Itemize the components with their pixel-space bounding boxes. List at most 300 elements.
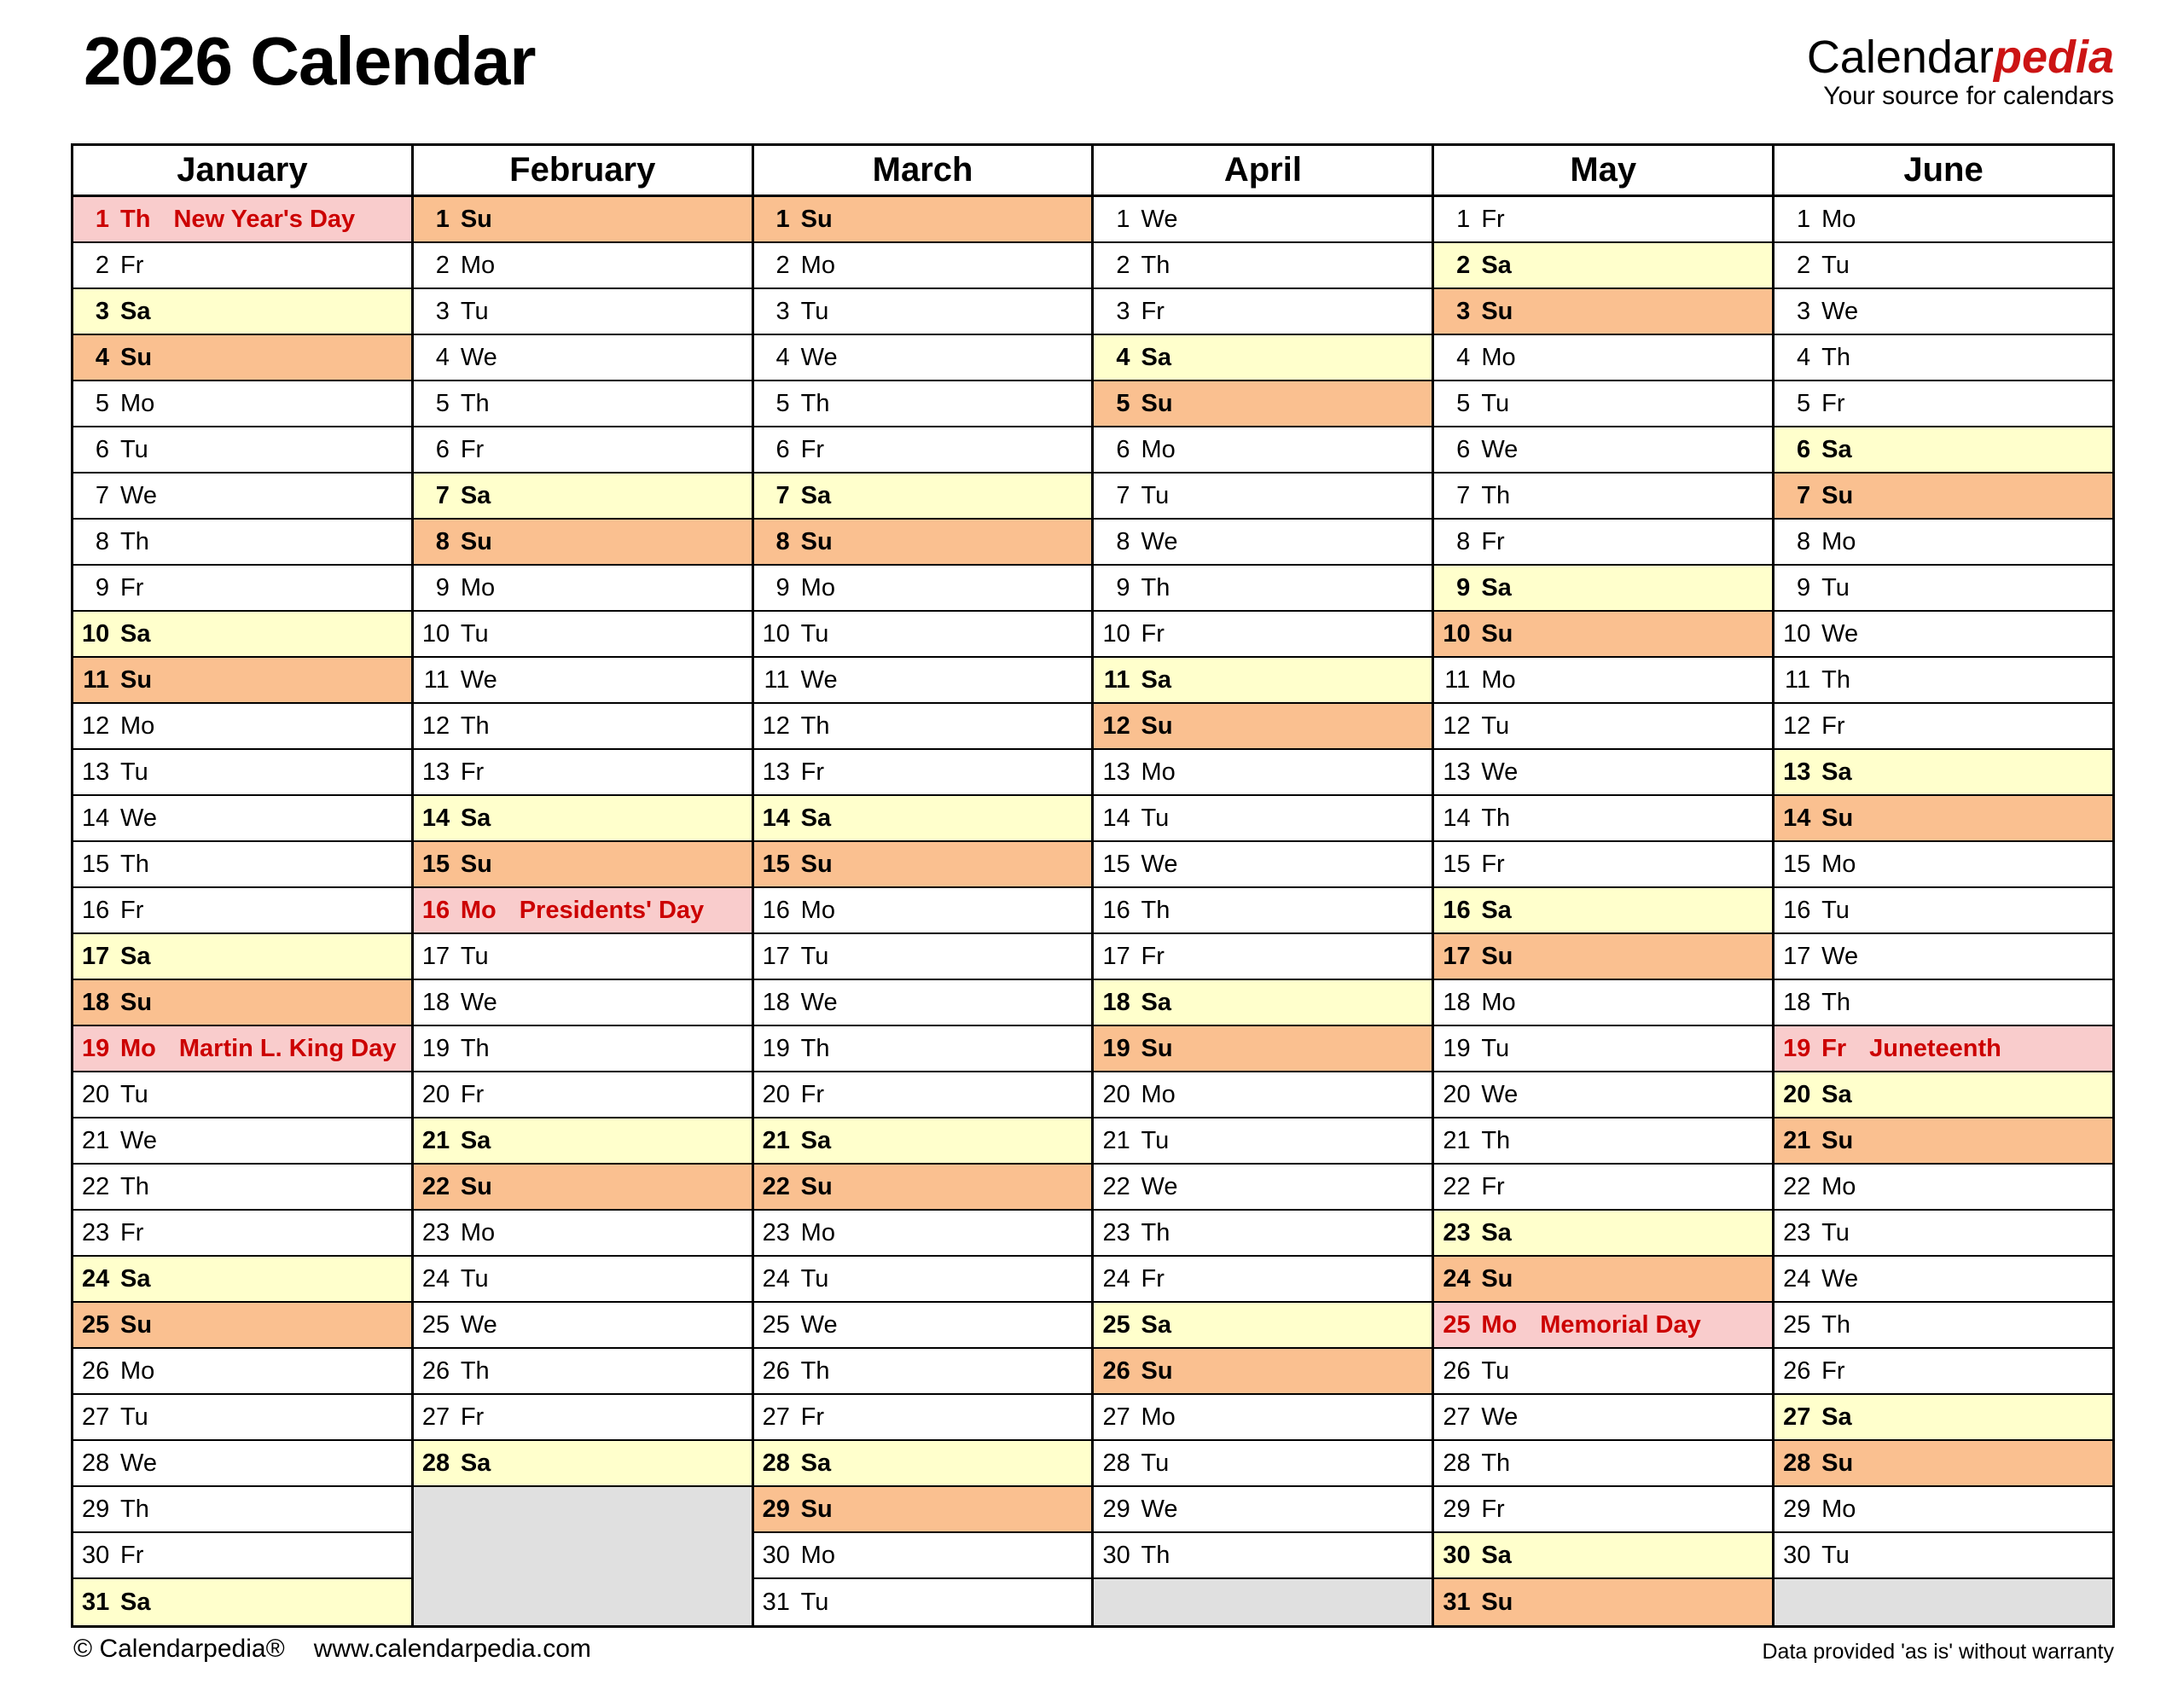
day-cell [414, 1026, 752, 1072]
day-number: 24 [1102, 1264, 1130, 1293]
day-number: 27 [421, 1403, 450, 1431]
day-cell [1774, 1349, 2112, 1395]
day-cell [1094, 1118, 1432, 1165]
weekday-abbrev: Th [800, 1034, 830, 1062]
day-number: 17 [1102, 942, 1130, 970]
day-cell [754, 980, 1092, 1026]
day-cell [1434, 243, 1772, 289]
day-number: 5 [95, 389, 109, 417]
day-cell [754, 381, 1092, 427]
day-cell [73, 1487, 411, 1533]
weekday-abbrev: Sa [120, 1588, 151, 1616]
weekday-abbrev: Th [1141, 896, 1170, 924]
day-number: 13 [421, 758, 450, 786]
weekday-abbrev: Fr [1481, 1495, 1505, 1523]
day-number: 24 [1783, 1264, 1811, 1293]
day-number: 15 [1102, 850, 1130, 878]
day-cell [73, 750, 411, 796]
weekday-abbrev: Mo [460, 573, 496, 601]
weekday-abbrev: Tu [120, 1403, 148, 1431]
holiday-label: Juneteenth [1869, 1034, 2001, 1062]
weekday-abbrev: Tu [1821, 1541, 1850, 1569]
weekday-abbrev: Fr [1481, 205, 1505, 233]
day-cell [414, 427, 752, 473]
day-cell [1094, 1395, 1432, 1441]
weekday-abbrev: Fr [800, 1403, 825, 1431]
weekday-abbrev: Mo [800, 896, 835, 924]
weekday-abbrev: Th [1821, 665, 1850, 694]
day-number: 19 [762, 1034, 790, 1062]
day-cell [414, 1303, 752, 1349]
weekday-abbrev: Su [120, 1310, 153, 1339]
day-number: 21 [421, 1126, 450, 1154]
day-number: 14 [421, 804, 450, 832]
day-number: 20 [421, 1080, 450, 1108]
day-cell [414, 289, 752, 335]
day-cell [1434, 427, 1772, 473]
day-cell [1434, 1072, 1772, 1118]
day-number: 30 [762, 1541, 790, 1569]
day-cell [73, 335, 411, 381]
day-number: 3 [1797, 297, 1811, 325]
weekday-abbrev: We [1141, 1495, 1178, 1523]
weekday-abbrev: We [1821, 619, 1859, 648]
day-cell [1774, 1487, 2112, 1533]
day-cell [414, 1211, 752, 1257]
day-number: 16 [1102, 896, 1130, 924]
weekday-abbrev: Su [120, 343, 153, 371]
day-number: 9 [1456, 573, 1471, 601]
day-number: 25 [82, 1310, 110, 1339]
weekday-abbrev: Sa [460, 481, 491, 509]
footer-disclaimer: Data provided 'as is' without warranty [1762, 1640, 2114, 1664]
day-cell [1774, 1026, 2112, 1072]
day-number: 5 [1116, 389, 1130, 417]
day-cell [1774, 612, 2112, 658]
month-column-may [1434, 146, 1774, 1625]
day-cell [754, 1441, 1092, 1487]
day-cell [73, 934, 411, 980]
day-number: 18 [421, 988, 450, 1016]
day-number: 22 [762, 1172, 790, 1200]
day-number: 9 [775, 573, 790, 601]
day-cell [754, 796, 1092, 842]
day-cell [1094, 1165, 1432, 1211]
day-number: 22 [1102, 1172, 1130, 1200]
weekday-abbrev: Sa [460, 1126, 491, 1154]
month-header: April [1094, 146, 1432, 197]
day-cell [414, 473, 752, 520]
day-number: 6 [1456, 435, 1471, 463]
weekday-abbrev: Tu [120, 758, 148, 786]
day-number: 1 [1116, 205, 1130, 233]
weekday-abbrev: We [800, 343, 838, 371]
weekday-abbrev: Sa [1821, 435, 1852, 463]
day-number: 12 [1102, 712, 1130, 740]
day-number: 9 [435, 573, 450, 601]
day-cell [1434, 750, 1772, 796]
weekday-abbrev: Th [460, 1357, 490, 1385]
day-cell [1774, 1257, 2112, 1303]
day-cell [1094, 796, 1432, 842]
day-number: 4 [775, 343, 790, 371]
weekday-abbrev: Tu [1141, 481, 1170, 509]
weekday-abbrev: Sa [1141, 988, 1171, 1016]
day-number: 9 [1116, 573, 1130, 601]
day-number: 23 [421, 1218, 450, 1246]
weekday-abbrev: Fr [460, 1403, 485, 1431]
weekday-abbrev: Fr [460, 435, 485, 463]
weekday-abbrev: We [1141, 205, 1178, 233]
weekday-abbrev: Sa [800, 481, 832, 509]
day-number: 16 [762, 896, 790, 924]
weekday-abbrev: Sa [1481, 896, 1512, 924]
day-number: 10 [421, 619, 450, 648]
weekday-abbrev: We [1821, 1264, 1859, 1293]
day-number: 12 [421, 712, 450, 740]
day-cell [1094, 1533, 1432, 1579]
day-cell [1774, 381, 2112, 427]
day-number: 27 [1783, 1403, 1811, 1431]
day-number: 3 [435, 297, 450, 325]
weekday-abbrev: Th [120, 205, 151, 233]
day-number: 30 [82, 1541, 110, 1569]
day-cell [1434, 566, 1772, 612]
weekday-abbrev: Fr [120, 1218, 144, 1246]
day-cell [1434, 1533, 1772, 1579]
holiday-label: Memorial Day [1540, 1310, 1701, 1339]
day-cell [754, 1165, 1092, 1211]
day-number: 20 [82, 1080, 110, 1108]
weekday-abbrev: Tu [1141, 804, 1170, 832]
weekday-abbrev: We [1481, 758, 1519, 786]
day-cell [1094, 934, 1432, 980]
day-number: 27 [762, 1403, 790, 1431]
weekday-abbrev: Th [1141, 573, 1170, 601]
day-number: 27 [82, 1403, 110, 1431]
calendar-table [71, 143, 2115, 1628]
day-cell [414, 888, 752, 934]
day-number: 31 [762, 1588, 790, 1616]
weekday-abbrev: Th [1141, 1218, 1170, 1246]
day-cell [1774, 197, 2112, 243]
day-cell [1434, 704, 1772, 750]
day-cell [1094, 243, 1432, 289]
weekday-abbrev: Su [1141, 389, 1173, 417]
weekday-abbrev: Sa [1821, 1080, 1852, 1108]
day-number: 3 [95, 297, 109, 325]
weekday-abbrev: Sa [1481, 573, 1512, 601]
weekday-abbrev: Tu [1481, 389, 1510, 417]
weekday-abbrev: We [1481, 1080, 1519, 1108]
weekday-abbrev: Su [1821, 804, 1854, 832]
day-number: 13 [82, 758, 110, 786]
weekday-abbrev: Mo [120, 1357, 155, 1385]
day-number: 7 [775, 481, 790, 509]
weekday-abbrev: Su [460, 205, 492, 233]
day-number: 8 [1116, 527, 1130, 555]
weekday-abbrev: Mo [1821, 205, 1856, 233]
day-cell [1774, 704, 2112, 750]
day-number: 21 [1102, 1126, 1130, 1154]
month-column-april [1094, 146, 1434, 1625]
day-number: 23 [1783, 1218, 1811, 1246]
weekday-abbrev: Mo [1141, 1080, 1176, 1108]
day-number: 21 [82, 1126, 110, 1154]
day-cell [1434, 1211, 1772, 1257]
day-number: 4 [1116, 343, 1130, 371]
day-cell [1434, 1579, 1772, 1625]
day-number: 29 [1443, 1495, 1471, 1523]
weekday-abbrev: Sa [1141, 1310, 1171, 1339]
weekday-abbrev: Su [1481, 619, 1513, 648]
day-number: 23 [1102, 1218, 1130, 1246]
weekday-abbrev: Fr [1141, 1264, 1165, 1293]
day-number: 1 [95, 205, 109, 233]
footer-url[interactable]: www.calendarpedia.com [313, 1635, 591, 1663]
day-number: 10 [762, 619, 790, 648]
weekday-abbrev: Su [800, 205, 833, 233]
day-cell [73, 704, 411, 750]
weekday-abbrev: Mo [1481, 988, 1516, 1016]
day-cell [1434, 1349, 1772, 1395]
weekday-abbrev: Sa [120, 619, 151, 648]
day-cell [414, 1349, 752, 1395]
day-cell [73, 1303, 411, 1349]
day-number: 17 [762, 942, 790, 970]
weekday-abbrev: Th [1141, 251, 1170, 279]
day-cell [414, 658, 752, 704]
day-cell [73, 1395, 411, 1441]
day-number: 11 [423, 665, 450, 694]
day-cell [1774, 1395, 2112, 1441]
day-number: 10 [1783, 619, 1811, 648]
weekday-abbrev: Tu [1821, 896, 1850, 924]
calendarpedia-logo [1807, 34, 2114, 109]
weekday-abbrev: Sa [800, 804, 832, 832]
weekday-abbrev: Sa [1141, 343, 1171, 371]
weekday-abbrev: Th [1481, 1126, 1511, 1154]
weekday-abbrev: Sa [1821, 1403, 1852, 1431]
day-cell [73, 842, 411, 888]
weekday-abbrev: Fr [800, 435, 825, 463]
day-number: 7 [1797, 481, 1811, 509]
day-cell [1774, 658, 2112, 704]
day-cell [1774, 750, 2112, 796]
day-number: 19 [1783, 1034, 1811, 1062]
day-number: 31 [1443, 1588, 1471, 1616]
day-number: 5 [435, 389, 450, 417]
day-number: 19 [421, 1034, 450, 1062]
day-cell [1434, 842, 1772, 888]
weekday-abbrev: Th [800, 389, 830, 417]
day-cell [73, 888, 411, 934]
empty-cell [414, 1487, 752, 1625]
day-cell [1094, 197, 1432, 243]
holiday-label: Presidents' Day [519, 896, 705, 924]
day-cell [754, 1349, 1092, 1395]
weekday-abbrev: We [460, 343, 497, 371]
day-number: 12 [1783, 712, 1811, 740]
day-number: 7 [1116, 481, 1130, 509]
weekday-abbrev: Th [120, 850, 149, 878]
day-number: 4 [95, 343, 109, 371]
weekday-abbrev: Mo [800, 251, 835, 279]
day-number: 7 [435, 481, 450, 509]
weekday-abbrev: Sa [800, 1126, 832, 1154]
day-cell [414, 934, 752, 980]
weekday-abbrev: Su [1821, 481, 1854, 509]
day-number: 11 [764, 665, 790, 694]
day-cell [73, 1257, 411, 1303]
day-number: 29 [1783, 1495, 1811, 1523]
day-cell [1434, 1118, 1772, 1165]
day-number: 29 [82, 1495, 110, 1523]
day-number: 16 [1783, 896, 1811, 924]
day-cell [73, 520, 411, 566]
day-number: 1 [1797, 205, 1811, 233]
weekday-abbrev: Sa [1481, 251, 1512, 279]
weekday-abbrev: Th [120, 1172, 149, 1200]
day-number: 15 [1783, 850, 1811, 878]
day-number: 25 [421, 1310, 450, 1339]
day-cell [73, 1165, 411, 1211]
month-header: March [754, 146, 1092, 197]
day-number: 15 [1443, 850, 1471, 878]
weekday-abbrev: Tu [800, 942, 829, 970]
day-cell [754, 704, 1092, 750]
day-number: 6 [775, 435, 790, 463]
day-number: 14 [1783, 804, 1811, 832]
day-cell [1774, 243, 2112, 289]
day-cell [414, 1165, 752, 1211]
weekday-abbrev: Tu [460, 297, 489, 325]
day-number: 25 [1102, 1310, 1130, 1339]
day-number: 11 [1444, 665, 1471, 694]
day-cell [414, 1118, 752, 1165]
day-number: 2 [1116, 251, 1130, 279]
day-number: 25 [762, 1310, 790, 1339]
day-number: 22 [421, 1172, 450, 1200]
day-cell [1094, 1026, 1432, 1072]
day-cell [414, 243, 752, 289]
weekday-abbrev: Fr [1481, 1172, 1505, 1200]
day-cell [1774, 427, 2112, 473]
day-number: 19 [1102, 1034, 1130, 1062]
day-cell [754, 1118, 1092, 1165]
day-number: 14 [762, 804, 790, 832]
day-cell [1774, 1211, 2112, 1257]
weekday-abbrev: We [800, 1310, 838, 1339]
day-number: 13 [1443, 758, 1471, 786]
day-number: 26 [421, 1357, 450, 1385]
day-number: 15 [421, 850, 450, 878]
day-number: 22 [1783, 1172, 1811, 1200]
weekday-abbrev: Th [1481, 804, 1511, 832]
weekday-abbrev: Su [1141, 1034, 1173, 1062]
day-number: 3 [1456, 297, 1471, 325]
weekday-abbrev: Th [460, 1034, 490, 1062]
day-number: 22 [82, 1172, 110, 1200]
weekday-abbrev: Fr [1481, 850, 1505, 878]
day-cell [1774, 1165, 2112, 1211]
day-cell [73, 796, 411, 842]
day-number: 31 [82, 1588, 110, 1616]
weekday-abbrev: Tu [460, 1264, 489, 1293]
day-number: 15 [762, 850, 790, 878]
weekday-abbrev: Fr [120, 1541, 144, 1569]
day-cell [73, 427, 411, 473]
holiday-label: Martin L. King Day [178, 1034, 397, 1062]
day-cell [1094, 427, 1432, 473]
day-cell [414, 980, 752, 1026]
weekday-abbrev: Sa [1821, 758, 1852, 786]
day-cell [1434, 1257, 1772, 1303]
weekday-abbrev: Th [1141, 1541, 1170, 1569]
footer-copyright [73, 1635, 591, 1664]
day-number: 15 [82, 850, 110, 878]
weekday-abbrev: Th [1481, 1449, 1511, 1477]
day-cell [754, 658, 1092, 704]
weekday-abbrev: Su [1481, 1264, 1513, 1293]
day-cell [754, 197, 1092, 243]
day-cell [754, 520, 1092, 566]
day-cell [414, 197, 752, 243]
day-cell [1774, 566, 2112, 612]
weekday-abbrev: We [1141, 527, 1178, 555]
day-number: 8 [775, 527, 790, 555]
day-cell [1094, 289, 1432, 335]
weekday-abbrev: Tu [1821, 251, 1850, 279]
day-cell [754, 1257, 1092, 1303]
weekday-abbrev: Tu [1481, 712, 1510, 740]
day-cell [1094, 473, 1432, 520]
day-cell [754, 888, 1092, 934]
day-number: 2 [775, 251, 790, 279]
weekday-abbrev: Th [1821, 343, 1850, 371]
day-number: 16 [421, 896, 450, 924]
day-number: 21 [762, 1126, 790, 1154]
day-number: 19 [82, 1034, 110, 1062]
day-cell [73, 1533, 411, 1579]
empty-cell [1774, 1579, 2112, 1625]
weekday-abbrev: We [460, 665, 497, 694]
weekday-abbrev: We [1821, 942, 1859, 970]
day-cell [1094, 704, 1432, 750]
day-number: 1 [775, 205, 790, 233]
day-number: 6 [1797, 435, 1811, 463]
day-cell [1434, 473, 1772, 520]
day-number: 24 [762, 1264, 790, 1293]
day-number: 30 [1443, 1541, 1471, 1569]
day-number: 28 [1443, 1449, 1471, 1477]
day-number: 13 [762, 758, 790, 786]
weekday-abbrev: We [120, 481, 157, 509]
day-number: 3 [775, 297, 790, 325]
weekday-abbrev: We [800, 665, 838, 694]
day-cell [1434, 197, 1772, 243]
weekday-abbrev: Mo [1141, 435, 1176, 463]
day-cell [1094, 1349, 1432, 1395]
month-header: May [1434, 146, 1772, 197]
day-cell [1094, 381, 1432, 427]
weekday-abbrev: We [120, 804, 157, 832]
day-cell [1434, 612, 1772, 658]
weekday-abbrev: Fr [120, 573, 144, 601]
day-cell [754, 612, 1092, 658]
weekday-abbrev: Sa [460, 804, 491, 832]
day-cell [1094, 566, 1432, 612]
